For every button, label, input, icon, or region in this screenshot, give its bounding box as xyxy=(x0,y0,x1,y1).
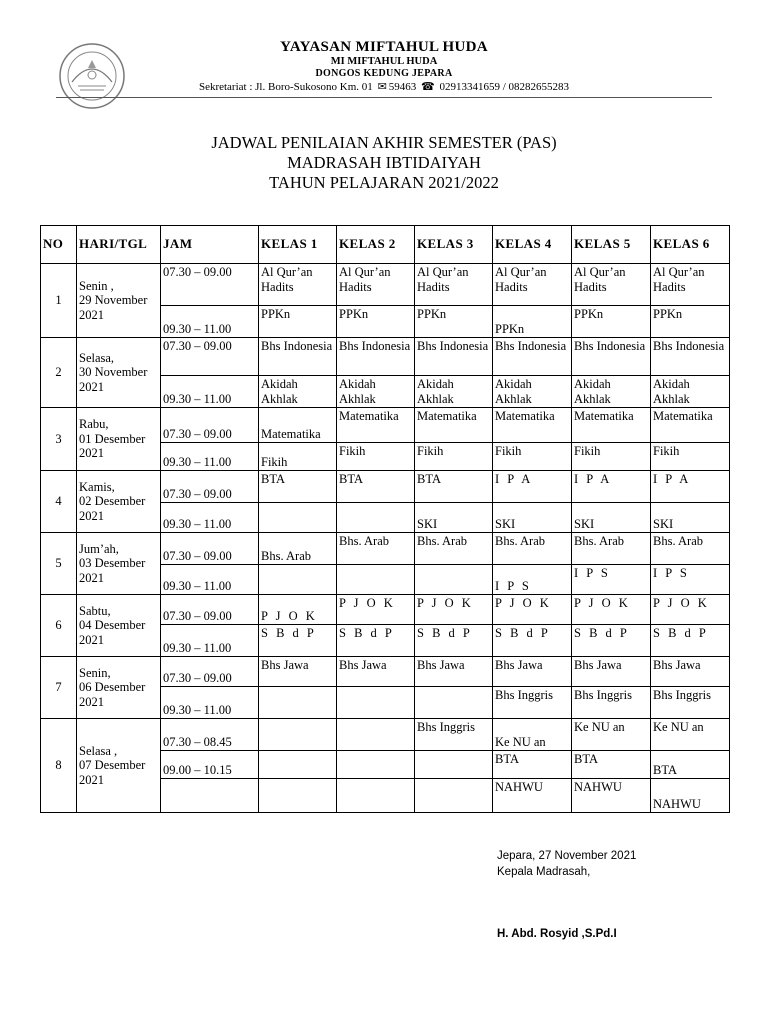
col-header-kelas-5: KELAS 5 xyxy=(572,226,651,264)
subject-cell xyxy=(337,779,415,813)
day-name: Senin , xyxy=(79,278,114,293)
subject-cell: Ke NU an xyxy=(651,719,730,751)
day-number: 2 xyxy=(41,338,77,408)
day-number: 7 xyxy=(41,657,77,719)
date-text: 07 Desember 2021 xyxy=(79,758,146,787)
phone-numbers: 02913341659 / 08282655283 xyxy=(439,81,570,93)
time-slot: 07.30 – 09.00 xyxy=(161,264,259,306)
subject-cell xyxy=(337,751,415,779)
subject-cell xyxy=(259,565,337,595)
subject-cell: BTA xyxy=(572,751,651,779)
exam-schedule-table xyxy=(40,225,730,813)
time-slot: 09.30 – 11.00 xyxy=(161,625,259,657)
date-text: 30 November 2021 xyxy=(79,365,148,394)
subject-cell: Matematika xyxy=(572,408,651,443)
subject-cell: Fikih xyxy=(415,443,493,471)
subject-cell xyxy=(337,565,415,595)
time-slot: 07.30 – 08.45 xyxy=(161,719,259,751)
subject-cell: S B d P xyxy=(259,625,337,657)
day-number: 6 xyxy=(41,595,77,657)
day-date xyxy=(77,471,161,533)
day-date xyxy=(77,533,161,595)
subject-cell: Bhs Indonesia xyxy=(572,338,651,376)
time-slot: 09.30 – 11.00 xyxy=(161,306,259,338)
date-text: 29 November 2021 xyxy=(79,293,148,322)
time-slot: 09.30 – 11.00 xyxy=(161,687,259,719)
subject-cell: PPKn xyxy=(651,306,730,338)
subject-cell: Bhs Inggris xyxy=(572,687,651,719)
time-slot: 09.00 – 10.15 xyxy=(161,751,259,779)
subject-cell: P J O K xyxy=(493,595,572,625)
subject-cell: Bhs. Arab xyxy=(415,533,493,565)
day-name: Kamis, xyxy=(79,479,115,494)
subject-cell: Akidah Akhlak xyxy=(415,376,493,408)
subject-cell: Bhs Inggris xyxy=(493,687,572,719)
subject-cell: PPKn xyxy=(572,306,651,338)
subject-cell: Fikih xyxy=(572,443,651,471)
subject-cell: Bhs. Arab xyxy=(651,533,730,565)
day-date xyxy=(77,264,161,338)
table-row xyxy=(41,657,730,687)
subject-cell: Ke NU an xyxy=(572,719,651,751)
subject-cell: Fikih xyxy=(337,443,415,471)
day-date xyxy=(77,338,161,408)
time-slot: 07.30 – 09.00 xyxy=(161,408,259,443)
subject-cell: Akidah Akhlak xyxy=(493,376,572,408)
col-header-kelas-4: KELAS 4 xyxy=(493,226,572,264)
subject-cell: BTA xyxy=(259,471,337,503)
day-name: Selasa , xyxy=(79,743,118,758)
subject-cell: Bhs. Arab xyxy=(337,533,415,565)
envelope-icon: ✉ xyxy=(377,81,387,93)
subject-cell: Bhs Indonesia xyxy=(415,338,493,376)
subject-cell: S B d P xyxy=(337,625,415,657)
subject-cell xyxy=(259,503,337,533)
subject-cell xyxy=(337,503,415,533)
subject-cell: Akidah Akhlak xyxy=(651,376,730,408)
subject-cell: Bhs Jawa xyxy=(651,657,730,687)
subject-cell: Bhs Jawa xyxy=(572,657,651,687)
postal-code: 59463 xyxy=(388,81,417,93)
day-number: 4 xyxy=(41,471,77,533)
subject-cell: Matematika xyxy=(259,408,337,443)
subject-cell: PPKn xyxy=(415,306,493,338)
day-number: 5 xyxy=(41,533,77,595)
subject-cell xyxy=(415,687,493,719)
subject-cell: I P A xyxy=(651,471,730,503)
subject-cell: P J O K xyxy=(572,595,651,625)
subject-cell: Fikih xyxy=(651,443,730,471)
subject-cell: P J O K xyxy=(651,595,730,625)
subject-cell: I P S xyxy=(493,565,572,595)
title-line-3: TAHUN PELAJARAN 2021/2022 xyxy=(269,173,499,192)
subject-cell: BTA xyxy=(651,751,730,779)
table-row xyxy=(41,264,730,306)
subject-cell: Bhs Jawa xyxy=(493,657,572,687)
letterhead xyxy=(0,0,768,110)
subject-cell: P J O K xyxy=(337,595,415,625)
subject-cell: Bhs. Arab xyxy=(259,533,337,565)
subject-cell: S B d P xyxy=(493,625,572,657)
time-slot xyxy=(161,779,259,813)
table-row xyxy=(41,408,730,443)
subject-cell: I P A xyxy=(572,471,651,503)
subject-cell: S B d P xyxy=(651,625,730,657)
subject-cell: Bhs Indonesia xyxy=(337,338,415,376)
day-name: Selasa, xyxy=(79,350,115,365)
table-row xyxy=(41,338,730,376)
document-title xyxy=(0,133,768,193)
day-date xyxy=(77,657,161,719)
address: Sekretariat : Jl. Boro-Sukosono Km. 01 xyxy=(198,81,373,93)
subject-cell: NAHWU xyxy=(572,779,651,813)
subject-cell xyxy=(259,687,337,719)
time-slot: 07.30 – 09.00 xyxy=(161,595,259,625)
contact-line xyxy=(0,80,768,93)
subject-cell xyxy=(415,565,493,595)
school-name: MI MIFTAHUL HUDA xyxy=(330,56,438,67)
subject-cell: Matematika xyxy=(337,408,415,443)
date-text: 01 Desember 2021 xyxy=(79,431,146,461)
subject-cell: Al Qur’an Hadits xyxy=(572,264,651,306)
subject-cell: Bhs Jawa xyxy=(337,657,415,687)
date-text: 02 Desember 2021 xyxy=(79,494,146,523)
day-number: 8 xyxy=(41,719,77,813)
title-line-1: JADWAL PENILAIAN AKHIR SEMESTER (PAS) xyxy=(211,133,557,152)
subject-cell: P J O K xyxy=(259,595,337,625)
school-location: DONGOS KEDUNG JEPARA xyxy=(315,68,453,79)
subject-cell: Bhs Jawa xyxy=(259,657,337,687)
table-row xyxy=(41,719,730,751)
subject-cell: Fikih xyxy=(493,443,572,471)
day-date xyxy=(77,595,161,657)
subject-cell: Bhs Indonesia xyxy=(493,338,572,376)
subject-cell: Bhs. Arab xyxy=(572,533,651,565)
subject-cell: P J O K xyxy=(415,595,493,625)
date-text: 03 Desember 2021 xyxy=(79,556,146,585)
col-header-hari: HARI/TGL xyxy=(77,226,161,264)
subject-cell: Bhs Jawa xyxy=(415,657,493,687)
place-date: Jepara, 27 November 2021 xyxy=(497,850,637,862)
signer-role: Kepala Madrasah, xyxy=(497,866,591,878)
subject-cell: PPKn xyxy=(259,306,337,338)
subject-cell: Fikih xyxy=(259,443,337,471)
col-header-jam: JAM xyxy=(161,226,259,264)
time-slot: 07.30 – 09.00 xyxy=(161,533,259,565)
day-name: Jum’ah, xyxy=(79,541,119,556)
signature-block xyxy=(497,848,636,880)
subject-cell: SKI xyxy=(651,503,730,533)
subject-cell: NAHWU xyxy=(493,779,572,813)
subject-cell: Bhs Indonesia xyxy=(651,338,730,376)
subject-cell xyxy=(415,751,493,779)
col-header-kelas-3: KELAS 3 xyxy=(415,226,493,264)
subject-cell: Matematika xyxy=(415,408,493,443)
col-header-kelas-1: KELAS 1 xyxy=(259,226,337,264)
time-slot: 09.30 – 11.00 xyxy=(161,443,259,471)
letterhead-divider xyxy=(56,97,712,98)
phone-icon: ☎ xyxy=(421,81,435,93)
subject-cell: BTA xyxy=(493,751,572,779)
subject-cell xyxy=(259,719,337,751)
subject-cell: Akidah Akhlak xyxy=(259,376,337,408)
day-number: 3 xyxy=(41,408,77,471)
table-row xyxy=(41,471,730,503)
subject-cell: SKI xyxy=(493,503,572,533)
subject-cell: Bhs Inggris xyxy=(651,687,730,719)
table-row xyxy=(41,533,730,565)
time-slot: 07.30 – 09.00 xyxy=(161,471,259,503)
subject-cell xyxy=(259,779,337,813)
subject-cell: I P A xyxy=(493,471,572,503)
subject-cell: SKI xyxy=(415,503,493,533)
time-slot: 09.30 – 11.00 xyxy=(161,376,259,408)
subject-cell: Al Qur’an Hadits xyxy=(651,264,730,306)
table-row xyxy=(41,595,730,625)
col-header-kelas-6: KELAS 6 xyxy=(651,226,730,264)
foundation-name: YAYASAN MIFTAHUL HUDA xyxy=(280,39,488,55)
subject-cell: I P S xyxy=(651,565,730,595)
subject-cell: Matematika xyxy=(651,408,730,443)
subject-cell: S B d P xyxy=(415,625,493,657)
subject-cell: Al Qur’an Hadits xyxy=(259,264,337,306)
col-header-kelas-2: KELAS 2 xyxy=(337,226,415,264)
subject-cell: Al Qur’an Hadits xyxy=(415,264,493,306)
subject-cell: SKI xyxy=(572,503,651,533)
day-date xyxy=(77,719,161,813)
time-slot: 07.30 – 09.00 xyxy=(161,657,259,687)
subject-cell: Bhs Inggris xyxy=(415,719,493,751)
subject-cell: I P S xyxy=(572,565,651,595)
subject-cell: Al Qur’an Hadits xyxy=(337,264,415,306)
subject-cell: BTA xyxy=(337,471,415,503)
day-name: Rabu, xyxy=(79,417,109,432)
date-text: 06 Desember 2021 xyxy=(79,680,146,709)
subject-cell: S B d P xyxy=(572,625,651,657)
time-slot: 09.30 – 11.00 xyxy=(161,503,259,533)
time-slot: 09.30 – 11.00 xyxy=(161,565,259,595)
time-slot: 07.30 – 09.00 xyxy=(161,338,259,376)
subject-cell xyxy=(415,779,493,813)
subject-cell: Ke NU an xyxy=(493,719,572,751)
subject-cell: Al Qur’an Hadits xyxy=(493,264,572,306)
subject-cell: Akidah Akhlak xyxy=(572,376,651,408)
day-name: Sabtu, xyxy=(79,603,111,618)
subject-cell xyxy=(337,687,415,719)
subject-cell: Bhs. Arab xyxy=(493,533,572,565)
date-text: 04 Desember 2021 xyxy=(79,618,146,647)
col-header-no: NO xyxy=(41,226,77,264)
subject-cell: BTA xyxy=(415,471,493,503)
subject-cell: PPKn xyxy=(337,306,415,338)
title-line-2: MADRASAH IBTIDAIYAH xyxy=(287,153,481,172)
subject-cell: PPKn xyxy=(493,306,572,338)
subject-cell xyxy=(259,751,337,779)
subject-cell: Akidah Akhlak xyxy=(337,376,415,408)
subject-cell: NAHWU xyxy=(651,779,730,813)
day-number: 1 xyxy=(41,264,77,338)
day-name: Senin, xyxy=(79,665,111,680)
table-header-row xyxy=(41,226,730,264)
signer-name: H. Abd. Rosyid ,S.Pd.I xyxy=(497,928,617,940)
day-date xyxy=(77,408,161,471)
subject-cell: Bhs Indonesia xyxy=(259,338,337,376)
subject-cell xyxy=(337,719,415,751)
subject-cell: Matematika xyxy=(493,408,572,443)
